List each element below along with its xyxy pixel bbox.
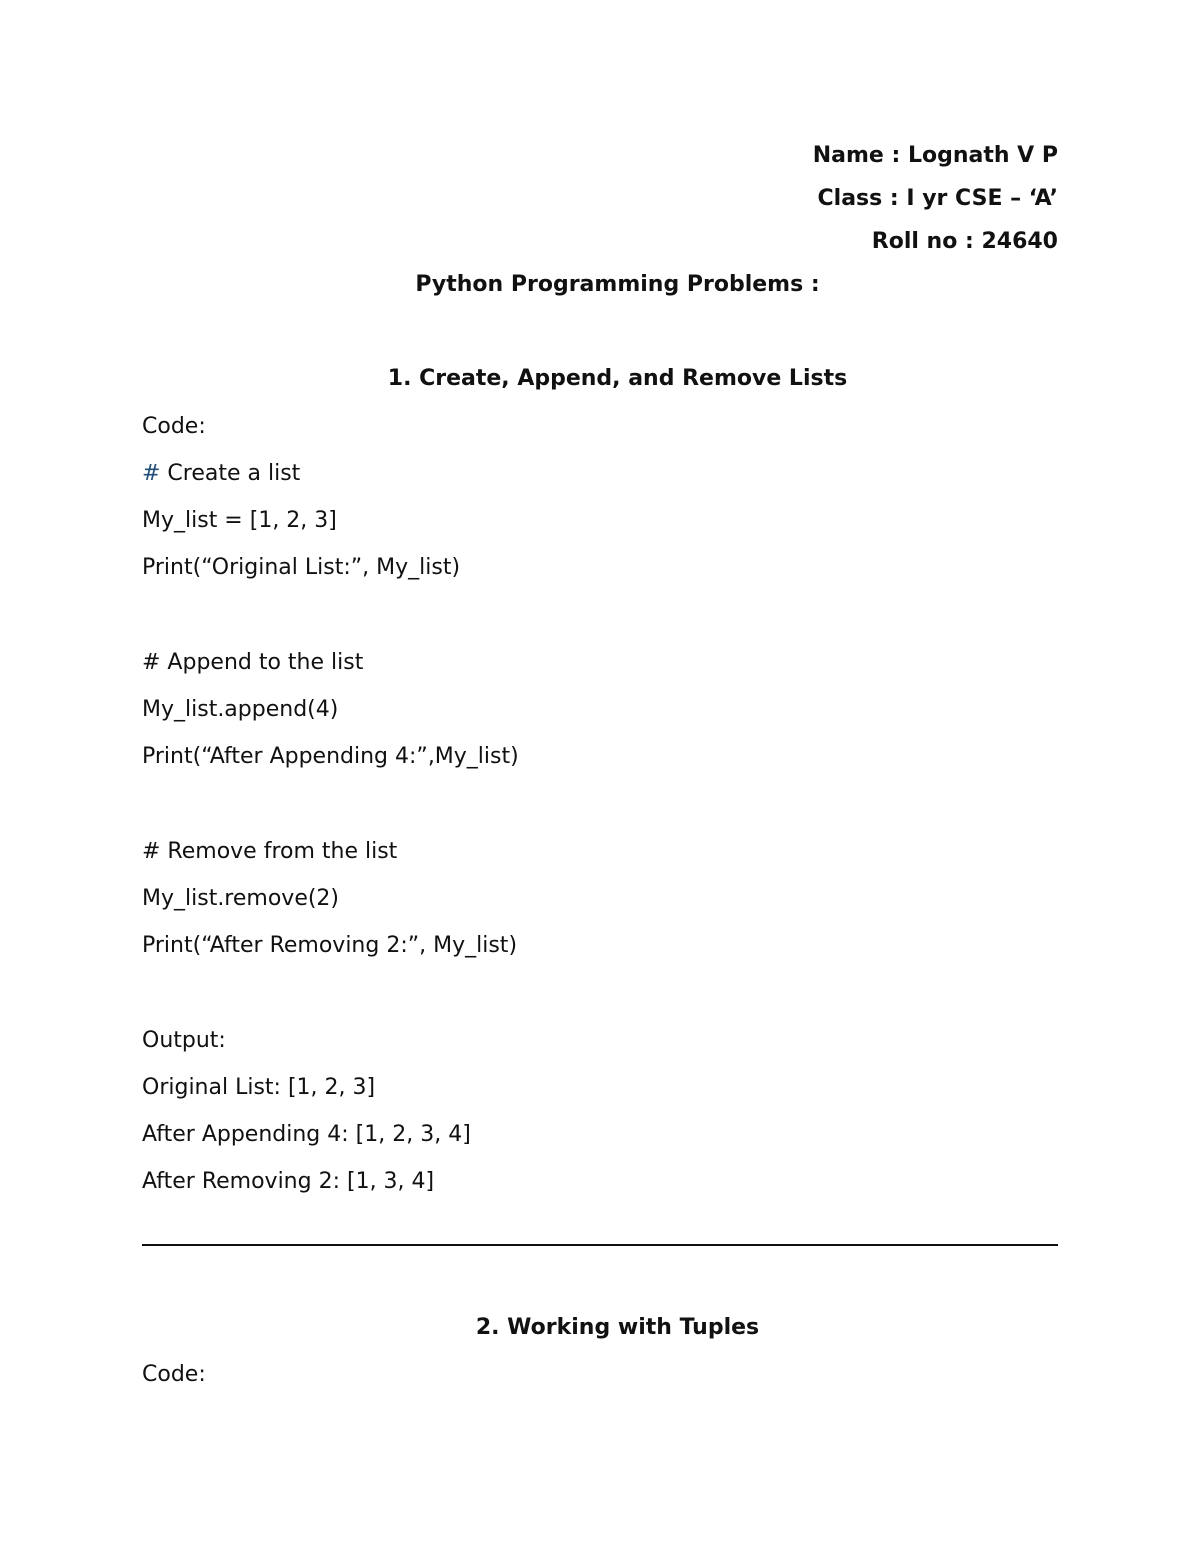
section1-heading: 1. Create, Append, and Remove Lists bbox=[387, 366, 848, 391]
student-name: Name : Lognath V P bbox=[812, 143, 1058, 168]
code-line: My_list = [1, 2, 3] bbox=[142, 508, 337, 533]
code-line: Print(“After Removing 2:”, My_list) bbox=[142, 933, 518, 958]
code-line: # Remove from the list bbox=[142, 839, 398, 864]
code-line-comment-create bbox=[142, 463, 300, 485]
output-line: After Appending 4: [1, 2, 3, 4] bbox=[142, 1122, 471, 1147]
student-roll-no: Roll no : 24640 bbox=[871, 229, 1058, 254]
code-line: Print(“Original List:”, My_list) bbox=[142, 555, 461, 580]
section1-code-label: Code: bbox=[142, 414, 206, 439]
code-line: My_list.append(4) bbox=[142, 697, 339, 722]
code-line: Print(“After Appending 4:”,My_list) bbox=[142, 744, 519, 769]
document-title: Python Programming Problems : bbox=[415, 272, 820, 297]
student-class: Class : I yr CSE – ‘A’ bbox=[817, 186, 1058, 211]
code-line: My_list.remove(2) bbox=[142, 886, 340, 911]
comment-hash: # bbox=[142, 461, 161, 486]
code-line: # Append to the list bbox=[142, 650, 364, 675]
section1-output-label: Output: bbox=[142, 1028, 226, 1053]
output-line: After Removing 2: [1, 3, 4] bbox=[142, 1169, 435, 1194]
section-divider bbox=[142, 1244, 1058, 1246]
comment-text: Create a list bbox=[160, 461, 301, 486]
section2-code-label: Code: bbox=[142, 1362, 206, 1387]
section2-heading: 2. Working with Tuples bbox=[475, 1315, 760, 1340]
output-line: Original List: [1, 2, 3] bbox=[142, 1075, 376, 1100]
